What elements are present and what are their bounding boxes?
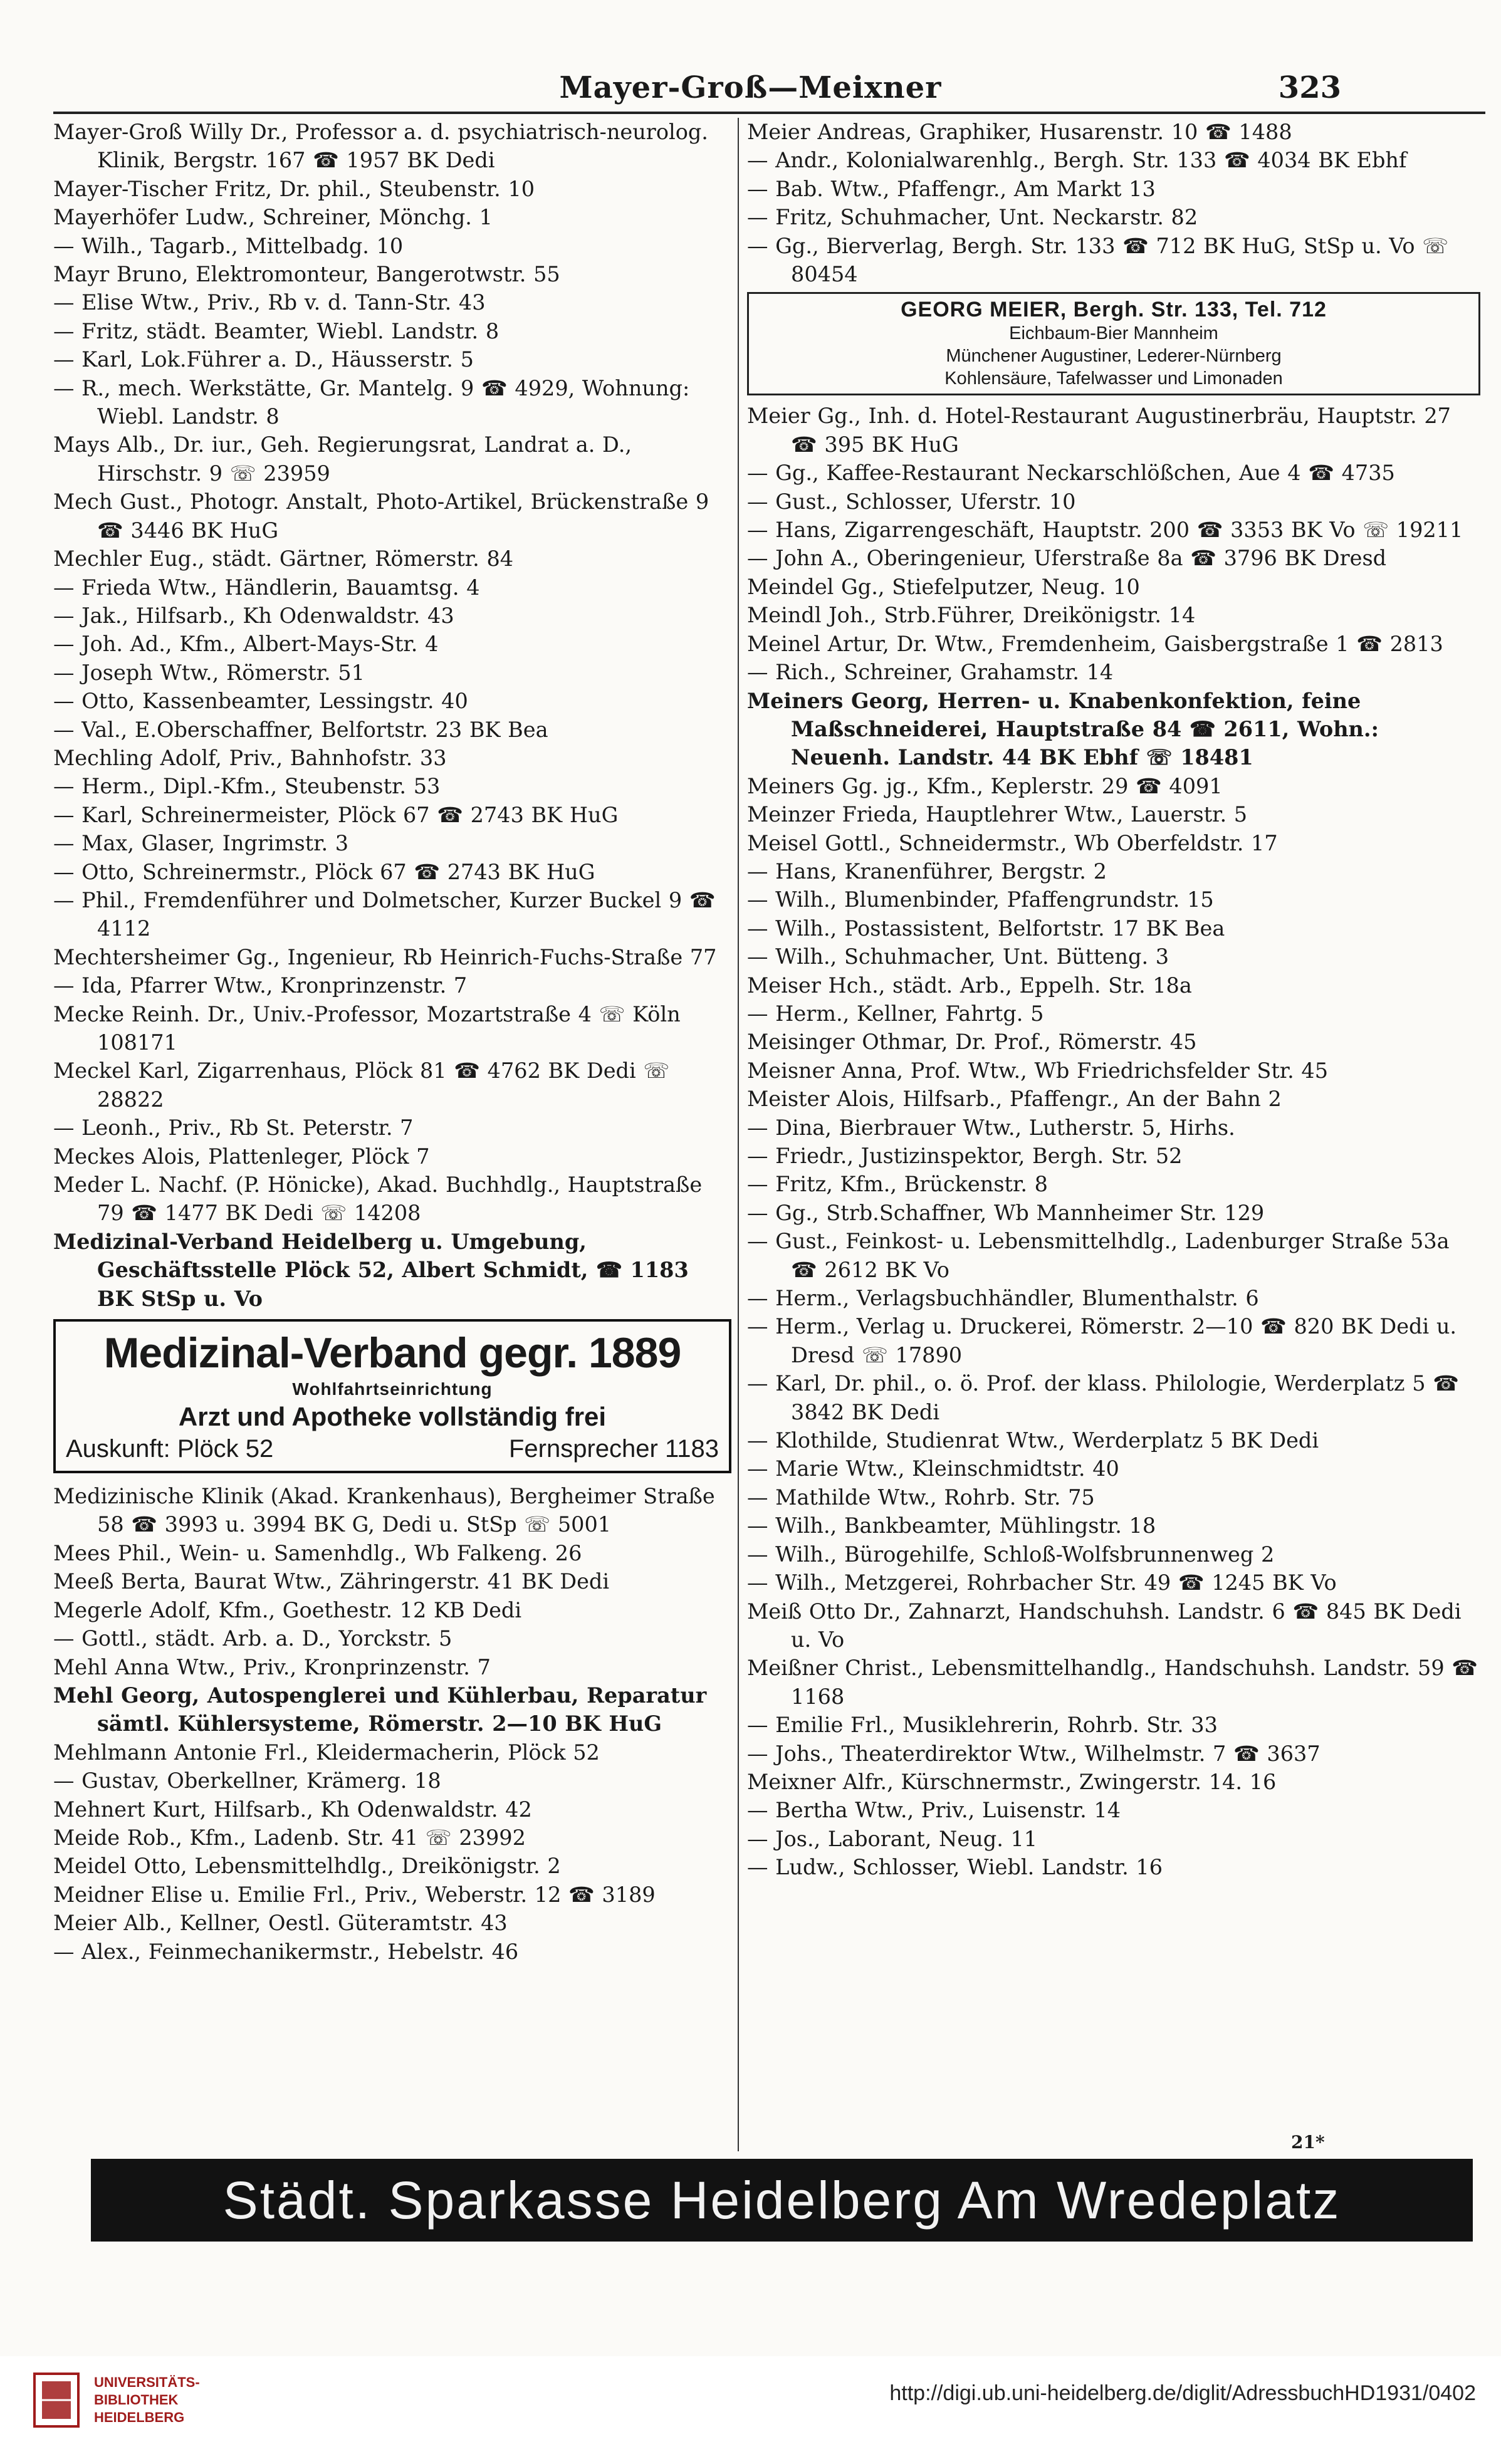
directory-entry: Meinzer Frieda, Hauptlehrer Wtw., Lauerstr. 5 (747, 802, 1248, 827)
page-number: 323 (1278, 70, 1341, 105)
directory-entry: Mayr Bruno, Elektromonteur, Bangerotwstr. 55 (53, 262, 560, 287)
directory-entry: — Gust., Schlosser, Uferstr. 10 (747, 489, 1076, 514)
directory-entry: — Emilie Frl., Musiklehrerin, Rohrb. Str. 33 (747, 1713, 1218, 1738)
directory-entry: — Max, Glaser, Ingrimstr. 3 (53, 831, 349, 856)
medizinal-verband-ad (53, 1319, 731, 1473)
directory-entry: Mehl Anna Wtw., Priv., Kronprinzenstr. 7 (53, 1654, 491, 1679)
directory-entry: — Karl, Lok.Führer a. D., Häusserstr. 5 (53, 347, 474, 372)
directory-entry: — Klothilde, Studienrat Wtw., Werderplatz 5 BK Dedi (747, 1428, 1319, 1453)
directory-entry: Meisner Anna, Prof. Wtw., Wb Friedrichsfelder Str. 45 (747, 1058, 1329, 1083)
ad-info: Auskunft: Plöck 52 (66, 1435, 274, 1463)
directory-entry: — Val., E.Oberschaffner, Belfortstr. 23 BK Bea (53, 717, 548, 742)
directory-entry: Meindl Joh., Strb.Führer, Dreikönigstr. 14 (747, 603, 1196, 628)
directory-entry: Meckes Alois, Plattenleger, Plöck 7 (53, 1144, 430, 1169)
directory-entry: — Gottl., städt. Arb. a. D., Yorckstr. 5 (53, 1626, 452, 1651)
directory-entry: Megerle Adolf, Kfm., Goethestr. 12 KB Dedi (53, 1597, 522, 1622)
directory-entry: — Johs., Theaterdirektor Wtw., Wilhelmstr. 7 ☎ 3637 (747, 1741, 1321, 1766)
directory-entry: Mays Alb., Dr. iur., Geh. Regierungsrat, Landrat a. D., Hirschstr. 9 ☏ 23959 (53, 432, 632, 486)
directory-entry: Meindel Gg., Stiefelputzer, Neug. 10 (747, 574, 1140, 599)
page-title: Mayer-Groß—Meixner (559, 70, 942, 105)
directory-entry: Meiners Georg, Herren- u. Knabenkonfektion, feine Maßschneiderei, Hauptstraße 84 ☎ 2611, Wohn.: Neuenh. Landstr. 44 BK Ebhf ☏ 18481 (747, 688, 1379, 770)
directory-entry: — Hans, Zigarrengeschäft, Hauptstr. 200 ☎ 3353 BK Vo ☏ 19211 (747, 518, 1463, 543)
directory-entry: Meixner Alfr., Kürschnermstr., Zwingerstr. 14. 16 (747, 1769, 1277, 1794)
directory-entry: — Wilh., Metzgerei, Rohrbacher Str. 49 ☎ 1245 BK Vo (747, 1570, 1337, 1595)
directory-entry: — Wilh., Schuhmacher, Unt. Bütteng. 3 (747, 944, 1169, 969)
directory-entry: — Andr., Kolonialwarenhlg., Bergh. Str. 133 ☎ 4034 BK Ebhf (747, 148, 1407, 173)
directory-entry: — Gg., Strb.Schaffner, Wb Mannheimer Str. 129 (747, 1200, 1265, 1225)
directory-entry: — Alex., Feinmechanikermstr., Hebelstr. 46 (53, 1939, 519, 1964)
ad-line-3: Münchener Augustiner, Lederer-Nürnberg (946, 346, 1282, 367)
ad-line-4: Kohlensäure, Tafelwasser und Limonaden (944, 368, 1283, 389)
left-column (53, 118, 731, 2151)
directory-entry: — Herm., Verlagsbuchhändler, Blumenthalstr. 6 (747, 1286, 1259, 1311)
directory-entry: Meidel Otto, Lebensmittelhdlg., Dreikönigstr. 2 (53, 1854, 561, 1879)
directory-entry: — Ludw., Schlosser, Wiebl. Landstr. 16 (747, 1855, 1163, 1880)
directory-entry: — Joseph Wtw., Römerstr. 51 (53, 660, 365, 685)
georg-meier-ad (747, 292, 1480, 395)
directory-entry: — Karl, Schreinermeister, Plöck 67 ☎ 2743 BK HuG (53, 802, 619, 827)
directory-entry: — Mathilde Wtw., Rohrb. Str. 75 (747, 1485, 1095, 1510)
source-url[interactable]: http://digi.ub.uni-heidelberg.de/diglit/AdressbuchHD1931/0402 (889, 2381, 1476, 2405)
directory-entry: Meisinger Othmar, Dr. Prof., Römerstr. 45 (747, 1030, 1197, 1055)
directory-entry: Mehl Georg, Autospenglerei und Kühlerbau, Reparatur sämtl. Kühlersysteme, Römerstr. 2—10 BK HuG (53, 1683, 707, 1736)
signature-mark: 21* (1291, 2132, 1325, 2153)
right-entries-top (747, 118, 1480, 288)
directory-entry: Meister Alois, Hilfsarb., Pfaffengr., An der Bahn 2 (747, 1087, 1282, 1112)
directory-entry: Meeß Berta, Baurat Wtw., Zähringerstr. 41 BK Dedi (53, 1569, 610, 1594)
directory-entry: — Jak., Hilfsarb., Kh Odenwaldstr. 43 (53, 603, 454, 628)
directory-entry: — Gg., Bierverlag, Bergh. Str. 133 ☎ 712 BK HuG, StSp u. Vo ☏ 80454 (747, 233, 1449, 287)
directory-entry: — Jos., Laborant, Neug. 11 (747, 1826, 1038, 1851)
ad-headline: Medizinal-Verband gegr. 1889 (103, 1329, 681, 1377)
directory-entry: — Bab. Wtw., Pfaffengr., Am Markt 13 (747, 176, 1156, 201)
directory-entry: Meisel Gottl., Schneidermstr., Wb Oberfeldstr. 17 (747, 830, 1278, 855)
directory-entry: — Fritz, Schuhmacher, Unt. Neckarstr. 82 (747, 205, 1198, 230)
running-header (0, 70, 1501, 114)
library-name-line: UNIVERSITÄTS- (94, 2374, 200, 2390)
ad-headline: GEORG MEIER, Bergh. Str. 133, Tel. 712 (901, 298, 1327, 322)
directory-entry: — Elise Wtw., Priv., Rb v. d. Tann-Str. 43 (53, 290, 486, 315)
library-seal-icon (28, 2369, 85, 2431)
directory-entry: Mayerhöfer Ludw., Schreiner, Mönchg. 1 (53, 205, 493, 230)
directory-entry: — Joh. Ad., Kfm., Albert-Mays-Str. 4 (53, 632, 439, 657)
directory-entry: Meier Gg., Inh. d. Hotel-Restaurant Augustinerbräu, Hauptstr. 27 ☎ 395 BK HuG (747, 404, 1451, 457)
directory-entry: — Ida, Pfarrer Wtw., Kronprinzenstr. 7 (53, 973, 468, 998)
library-name-line: HEIDELBERG (94, 2409, 185, 2425)
directory-entry: Mechtersheimer Gg., Ingenieur, Rb Heinrich-Fuchs-Straße 77 (53, 944, 717, 969)
header-rule (53, 112, 1485, 114)
directory-entry: — Wilh., Bürogehilfe, Schloß-Wolfsbrunnenweg 2 (747, 1542, 1275, 1567)
directory-entry: — Hans, Kranenführer, Bergstr. 2 (747, 859, 1107, 884)
directory-entry: Meißner Christ., Lebensmittelhandlg., Handschuhsh. Landstr. 59 ☎ 1168 (747, 1656, 1478, 1709)
directory-entry: — Otto, Kassenbeamter, Lessingstr. 40 (53, 689, 468, 714)
ad-subline: Wohlfahrtseinrichtung (292, 1379, 493, 1399)
directory-entry: — Phil., Fremdenführer und Dolmetscher, Kurzer Buckel 9 ☎ 4112 (53, 887, 716, 941)
directory-entry: — R., mech. Werkstätte, Gr. Mantelg. 9 ☎ 4929, Wohnung: Wiebl. Landstr. 8 (53, 375, 690, 429)
directory-entry: Mech Gust., Photogr. Anstalt, Photo-Artikel, Brückenstraße 9 ☎ 3446 BK HuG (53, 489, 709, 543)
directory-entry: — Wilh., Blumenbinder, Pfaffengrundstr. 15 (747, 887, 1214, 912)
ad-contact (66, 1433, 719, 1464)
sparkasse-banner: Städt. Sparkasse Heidelberg Am Wredeplatz (91, 2159, 1473, 2242)
directory-entry: — Frieda Wtw., Händlerin, Bauamtsg. 4 (53, 575, 480, 600)
directory-entry: Meier Andreas, Graphiker, Husarenstr. 10 ☎ 1488 (747, 120, 1292, 144)
directory-entry: — Marie Wtw., Kleinschmidtstr. 40 (747, 1456, 1119, 1481)
directory-entry: Mecke Reinh. Dr., Univ.-Professor, Mozartstraße 4 ☏ Köln 108171 (53, 1001, 681, 1055)
directory-entry: Medizinische Klinik (Akad. Krankenhaus), Bergheimer Straße 58 ☎ 3993 u. 3994 BK G, Dedi u. StSp ☏ 5001 (53, 1484, 715, 1537)
directory-entry: Meiser Hch., städt. Arb., Eppelh. Str. 18a (747, 973, 1192, 998)
digitization-footer (0, 2356, 1501, 2464)
directory-entry: — Rich., Schreiner, Grahamstr. 14 (747, 660, 1114, 685)
directory-entry: Meier Alb., Kellner, Oestl. Güteramtstr. 43 (53, 1911, 508, 1936)
directory-entry: — Leonh., Priv., Rb St. Peterstr. 7 (53, 1115, 414, 1141)
ad-line-2: Eichbaum-Bier Mannheim (1009, 323, 1218, 344)
directory-entry: Mees Phil., Wein- u. Samenhdlg., Wb Falkeng. 26 (53, 1540, 582, 1565)
right-column (747, 118, 1480, 2151)
directory-entry: Medizinal-Verband Heidelberg u. Umgebung, Geschäftsstelle Plöck 52, Albert Schmidt, ☎ 1183 BK StSp u. Vo (53, 1229, 689, 1311)
directory-entry: Mechler Eug., städt. Gärtner, Römerstr. 84 (53, 546, 514, 572)
directory-entry: Mehlmann Antonie Frl., Kleidermacherin, Plöck 52 (53, 1740, 600, 1765)
directory-entry: Meide Rob., Kfm., Ladenb. Str. 41 ☏ 23992 (53, 1825, 526, 1850)
directory-entry: — Gustav, Oberkellner, Krämerg. 18 (53, 1768, 441, 1793)
directory-entry: — Fritz, Kfm., Brückenstr. 8 (747, 1172, 1048, 1197)
directory-entry: Meckel Karl, Zigarrenhaus, Plöck 81 ☎ 4762 BK Dedi ☏ 28822 (53, 1058, 670, 1112)
library-name (94, 2374, 200, 2426)
directory-entry: — Gust., Feinkost- u. Lebensmittelhdlg., Ladenburger Straße 53a ☎ 2612 BK Vo (747, 1229, 1450, 1282)
directory-entry: Mayer-Tischer Fritz, Dr. phil., Steubenstr. 10 (53, 176, 535, 201)
directory-entry: — Wilh., Postassistent, Belfortstr. 17 BK Bea (747, 916, 1225, 941)
directory-entry: — Herm., Kellner, Fahrtg. 5 (747, 1001, 1044, 1026)
directory-entry: — Bertha Wtw., Priv., Luisenstr. 14 (747, 1798, 1121, 1823)
directory-entry: — Dina, Bierbrauer Wtw., Lutherstr. 5, Hirhs. (747, 1115, 1235, 1140)
right-entries-bottom (747, 402, 1480, 1881)
directory-entry: — Fritz, städt. Beamter, Wiebl. Landstr. 8 (53, 318, 499, 343)
directory-entry: Mayer-Groß Willy Dr., Professor a. d. psychiatrisch-neurolog. Klinik, Bergstr. 167 ☎ 1957 BK Dedi (53, 120, 708, 173)
directory-entry: — Herm., Verlag u. Druckerei, Römerstr. 2—10 ☎ 820 BK Dedi u. Dresd ☏ 17890 (747, 1314, 1457, 1367)
directory-entry: Meinel Artur, Dr. Wtw., Fremdenheim, Gaisbergstraße 1 ☎ 2813 (747, 631, 1443, 656)
directory-entry: — Gg., Kaffee-Restaurant Neckarschlößchen, Aue 4 ☎ 4735 (747, 461, 1395, 486)
directory-entry: — Friedr., Justizinspektor, Bergh. Str. 52 (747, 1144, 1183, 1168)
directory-entry: Meder L. Nachf. (P. Hönicke), Akad. Buchhdlg., Hauptstraße 79 ☎ 1477 BK Dedi ☏ 14208 (53, 1172, 703, 1226)
directory-entry: — John A., Oberingenieur, Uferstraße 8a ☎ 3796 BK Dresd (747, 546, 1387, 571)
directory-entry: — Wilh., Bankbeamter, Mühlingstr. 18 (747, 1513, 1156, 1538)
directory-entry: Mechling Adolf, Priv., Bahnhofstr. 33 (53, 745, 447, 770)
directory-entry: — Karl, Dr. phil., o. ö. Prof. der klass. Philologie, Werderplatz 5 ☎ 3842 BK Dedi (747, 1371, 1459, 1424)
directory-entry: Meiners Gg. jg., Kfm., Keplerstr. 29 ☎ 4091 (747, 773, 1223, 798)
directory-entry: — Herm., Dipl.-Kfm., Steubenstr. 53 (53, 774, 441, 799)
directory-entry: Meidner Elise u. Emilie Frl., Priv., Weberstr. 12 ☎ 3189 (53, 1882, 656, 1907)
ad-phone: Fernsprecher 1183 (509, 1435, 719, 1463)
library-name-line: BIBLIOTHEK (94, 2392, 179, 2408)
left-entries-top (53, 118, 731, 1313)
ad-offer: Arzt und Apotheke vollständig frei (178, 1402, 607, 1432)
column-divider (738, 118, 739, 2151)
directory-entry: Mehnert Kurt, Hilfsarb., Kh Odenwaldstr. 42 (53, 1797, 532, 1822)
directory-entry: Meiß Otto Dr., Zahnarzt, Handschuhsh. Landstr. 6 ☎ 845 BK Dedi u. Vo (747, 1599, 1462, 1652)
left-entries-bottom (53, 1482, 731, 1966)
directory-entry: — Otto, Schreinermstr., Plöck 67 ☎ 2743 BK HuG (53, 859, 595, 884)
directory-entry: — Wilh., Tagarb., Mittelbadg. 10 (53, 233, 404, 258)
